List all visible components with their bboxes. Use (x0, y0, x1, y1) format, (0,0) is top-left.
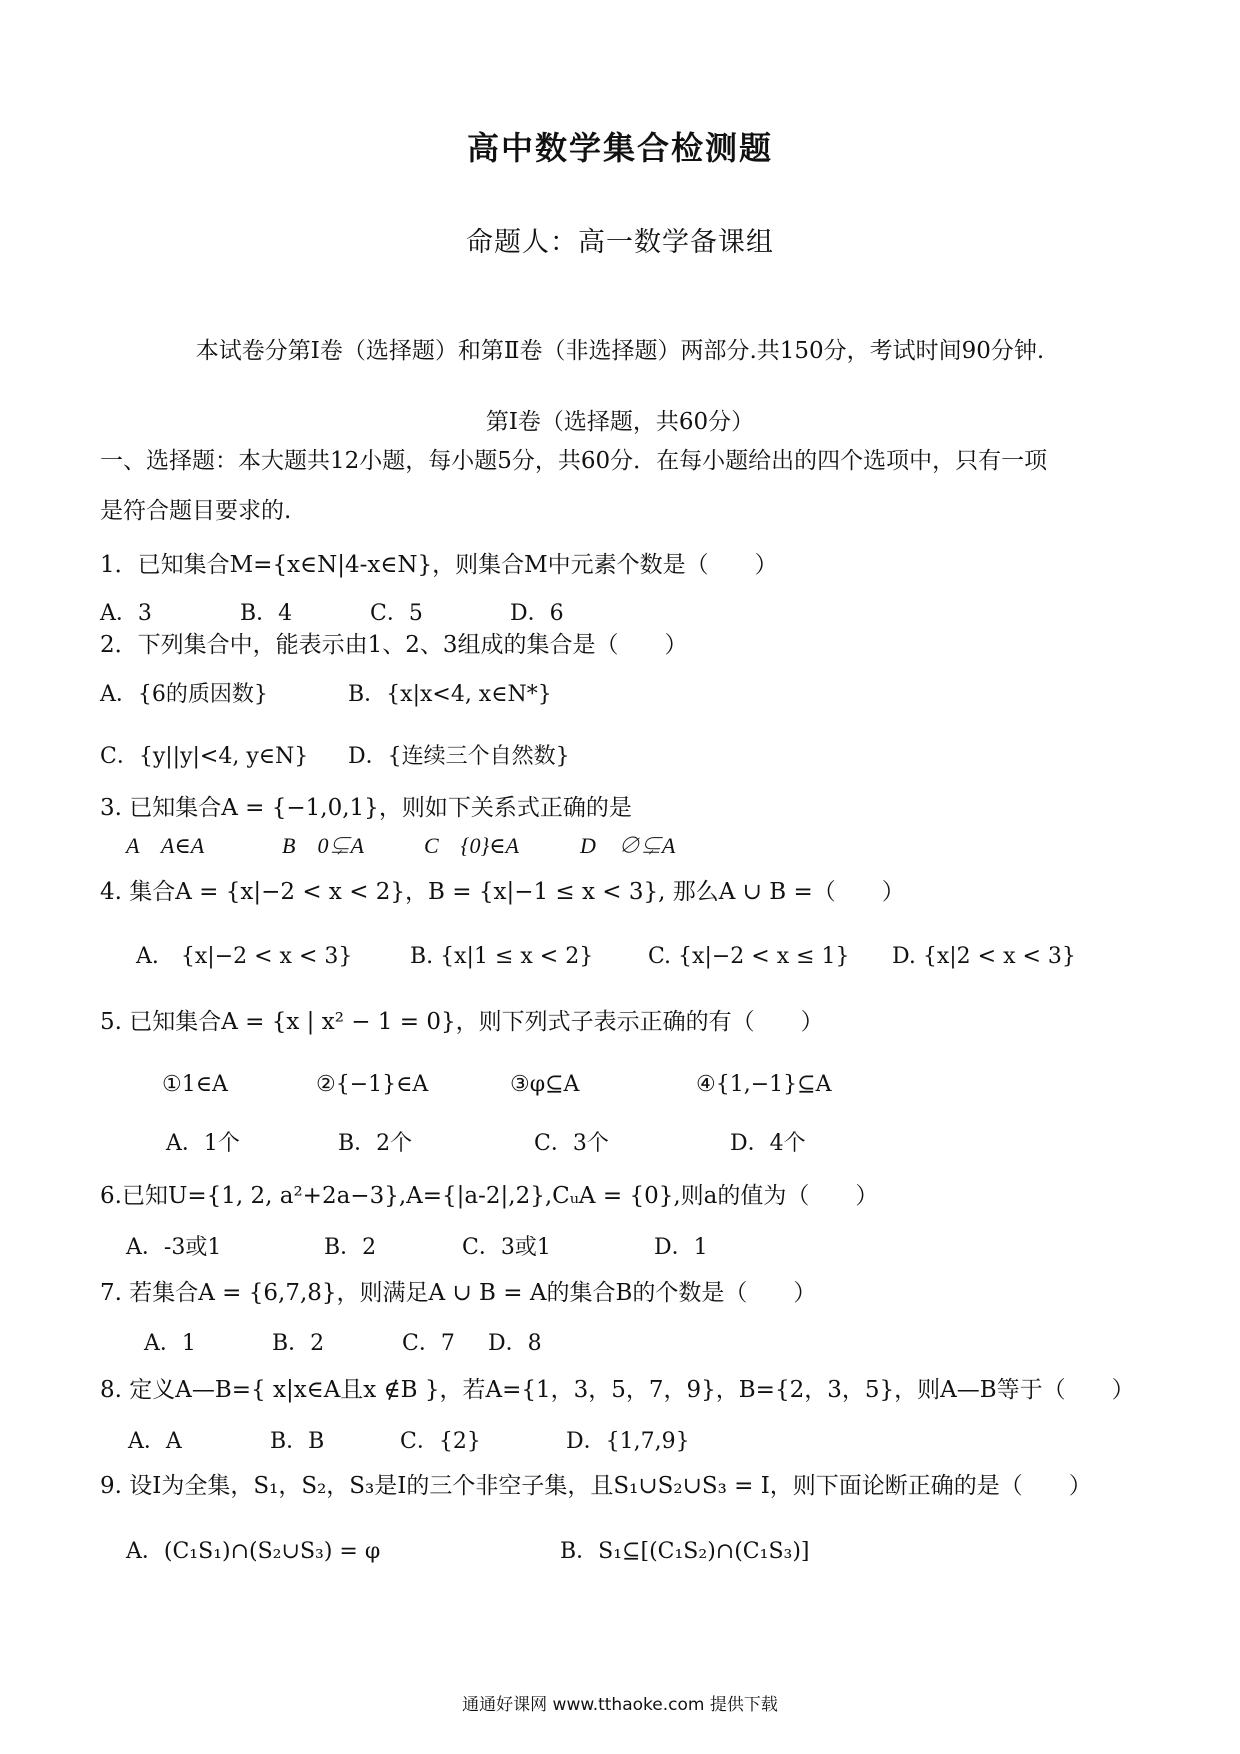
q5-statement-2: ②{−1}∈A (316, 1072, 429, 1097)
page-title: 高中数学集合检测题 (466, 129, 773, 167)
q5-stem: 5. 已知集合A = {x | x² − 1 = 0}，则下列式子表示正确的有（ ） (100, 1009, 824, 1035)
q5-statement-1: ①1∈A (162, 1072, 228, 1097)
q8-option-a: A．A (128, 1429, 182, 1454)
q9-stem: 9. 设I为全集，S₁，S₂，S₃是I的三个非空子集，且S₁∪S₂∪S₃ = I，则下面论断正确的是（ ） (100, 1473, 1092, 1499)
section1-line1: 一、选择题：本大题共12小题，每小题5分，共60分．在每小题给出的四个选项中，只有一项 (100, 448, 1048, 474)
q3-option-b: B 0⊊A (282, 833, 364, 858)
q7-option-c: C．7 (402, 1331, 455, 1356)
q7-option-d: D．8 (488, 1331, 542, 1356)
q2-option-d: D．{连续三个自然数} (348, 744, 570, 769)
q6-option-d: D．1 (654, 1235, 708, 1260)
q5-statement-4: ④{1,−1}⊆A (696, 1072, 832, 1097)
q1-option-d: D．6 (510, 601, 564, 626)
q1-option-b: B．4 (240, 601, 293, 626)
q8-option-c: C．{2} (400, 1429, 481, 1454)
q3-option-c: C {0}∈A (424, 833, 519, 858)
part1-heading: 第Ⅰ卷（选择题，共60分） (485, 409, 755, 435)
q3-option-a: A A∈A (126, 833, 205, 858)
q6-stem: 6.已知U={1, 2, a²+2a−3},A={|a-2|,2},CᵤA = {0},则a的值为（ ） (100, 1183, 879, 1209)
q8-option-d: D．{1,7,9} (566, 1429, 690, 1454)
q5-option-b: B．2个 (338, 1131, 413, 1156)
q4-option-a: A. {x|−2 < x < 3} (136, 944, 353, 969)
q7-option-a: A．1 (144, 1331, 196, 1356)
q2-stem: 2．下列集合中，能表示由1、2、3组成的集合是（ ） (100, 632, 688, 658)
q5-option-c: C．3个 (534, 1131, 609, 1156)
page-footer: 通通好课网 www.tthaoke.com 提供下载 (462, 1695, 778, 1715)
q1-option-c: C．5 (370, 601, 423, 626)
intro-text: 本试卷分第Ⅰ卷（选择题）和第Ⅱ卷（非选择题）两部分.共150分，考试时间90分钟. (195, 338, 1045, 364)
q5-option-d: D．4个 (730, 1131, 806, 1156)
q8-stem: 8. 定义A—B={ x|x∈A且x ∉B }，若A={1，3，5，7，9}，B={2，3，5}，则A—B等于（ ） (100, 1377, 1135, 1403)
q6-option-c: C．3或1 (462, 1235, 551, 1260)
section1-line2: 是符合题目要求的. (100, 498, 292, 524)
q5-option-a: A．1个 (166, 1131, 240, 1156)
q3-stem: 3. 已知集合A = {−1,0,1}，则如下关系式正确的是 (100, 795, 632, 821)
q2-option-b: B．{x|x<4, x∈N*} (348, 682, 552, 707)
q8-option-b: B．B (270, 1429, 325, 1454)
q2-option-a: A．{6的质因数} (100, 682, 268, 707)
q9-option-b: B．S₁⊆[(C₁S₂)∩(C₁S₃)] (560, 1539, 810, 1564)
q7-option-b: B．2 (272, 1331, 325, 1356)
q2-option-c: C．{y||y|<4, y∈N} (100, 744, 309, 769)
q1-stem: 1．已知集合M={x∈N|4-x∈N}，则集合M中元素个数是（ ） (100, 552, 778, 578)
q3-option-d: D ∅⊊A (580, 833, 676, 858)
q6-option-b: B．2 (324, 1235, 377, 1260)
q1-option-a: A．3 (100, 601, 152, 626)
q7-stem: 7. 若集合A = {6,7,8}，则满足A ∪ B = A的集合B的个数是（ ） (100, 1280, 817, 1306)
q9-option-a: A．(C₁S₁)∩(S₂∪S₃) = φ (126, 1539, 381, 1564)
q4-stem: 4. 集合A = {x|−2 < x < 2}，B = {x|−1 ≤ x < 3}, 那么A ∪ B =（ ） (100, 879, 905, 905)
q5-statement-3: ③φ⊆A (510, 1072, 580, 1097)
author-line: 命题人：高一数学备课组 (466, 227, 774, 258)
q4-option-b: B. {x|1 ≤ x < 2} (410, 944, 594, 969)
q6-option-a: A．-3或1 (126, 1235, 222, 1260)
q4-option-d: D. {x|2 < x < 3} (892, 944, 1076, 969)
q4-option-c: C. {x|−2 < x ≤ 1} (648, 944, 850, 969)
